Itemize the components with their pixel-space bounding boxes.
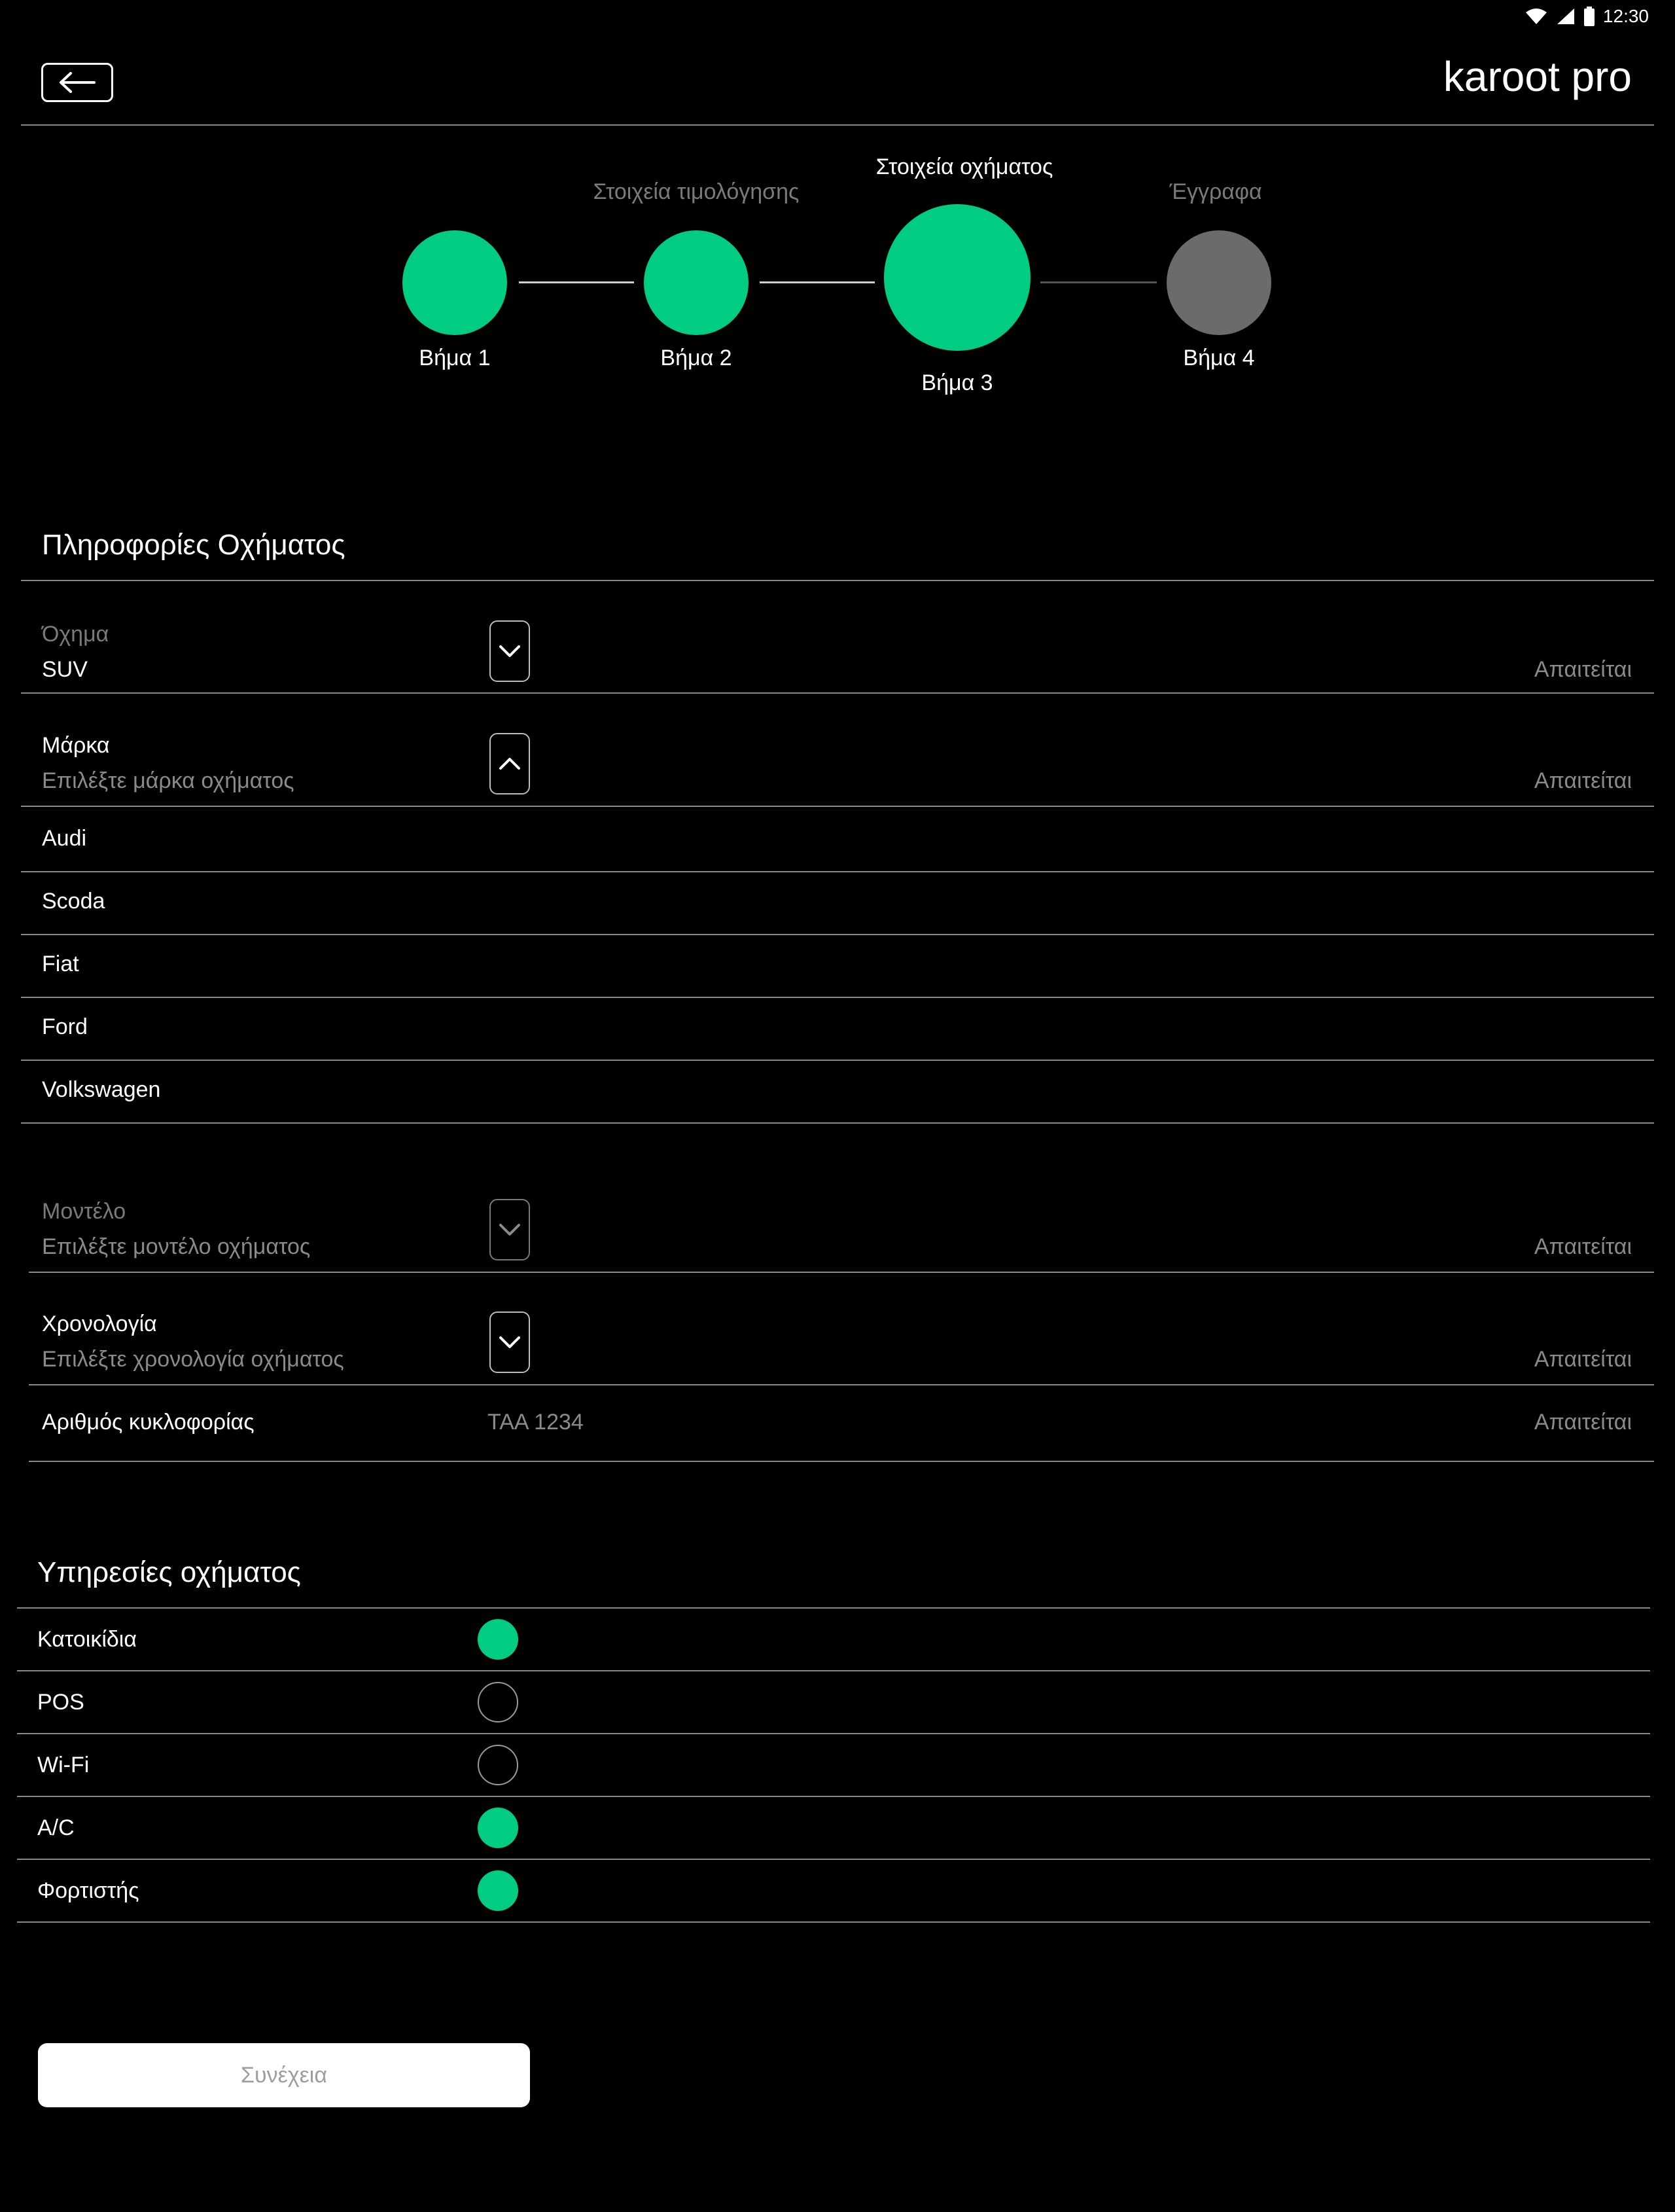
step-4-label: Βήμα 4 — [1183, 346, 1255, 370]
year-required: Απαιτείται — [1534, 1347, 1632, 1372]
service-divider — [17, 1796, 1650, 1797]
wifi-icon — [1525, 7, 1548, 26]
section-divider — [21, 580, 1654, 581]
vehicle-type-required: Απαιτείται — [1534, 657, 1632, 682]
service-label: Wi-Fi — [37, 1753, 90, 1777]
field-divider — [29, 1461, 1654, 1462]
field-divider — [21, 692, 1654, 694]
option-divider — [21, 871, 1654, 872]
service-label: POS — [37, 1690, 84, 1715]
service-toggle-charger[interactable] — [478, 1870, 518, 1911]
vehicle-type-label: Όχημα — [42, 622, 109, 647]
chevron-down-icon — [499, 1223, 521, 1236]
option-divider — [21, 1122, 1654, 1124]
brand-option[interactable]: Scoda — [42, 889, 105, 914]
header-divider — [21, 124, 1654, 126]
step-4-title: Έγγραφα — [1169, 179, 1262, 204]
year-label: Χρονολογία — [42, 1311, 157, 1336]
step-2-title: Στοιχεία τιμολόγησης — [593, 179, 800, 204]
brand-option[interactable]: Volkswagen — [42, 1077, 161, 1102]
service-label: Κατοικίδια — [37, 1627, 137, 1652]
continue-button[interactable]: Συνέχεια — [38, 2043, 530, 2107]
step-connector — [519, 281, 634, 283]
service-divider — [17, 1733, 1650, 1734]
back-button[interactable] — [41, 63, 113, 102]
plate-input[interactable]: TAA 1234 — [487, 1410, 584, 1435]
status-time: 12:30 — [1602, 6, 1649, 26]
brand-required: Απαιτείται — [1534, 768, 1632, 793]
step-3-circle[interactable] — [884, 204, 1031, 351]
service-toggle-pos[interactable] — [478, 1682, 518, 1722]
plate-label: Αριθμός κυκλοφορίας — [42, 1410, 255, 1435]
vehicle-info-title: Πληροφορίες Οχήματος — [42, 529, 345, 561]
service-divider — [17, 1859, 1650, 1860]
brand-dropdown-button[interactable] — [489, 733, 530, 794]
model-required: Απαιτείται — [1534, 1234, 1632, 1259]
step-4-circle[interactable] — [1167, 230, 1271, 335]
model-label: Μοντέλο — [42, 1199, 126, 1224]
option-divider — [21, 1060, 1654, 1061]
chevron-up-icon — [499, 757, 521, 770]
year-dropdown-button[interactable] — [489, 1311, 530, 1373]
battery-icon — [1583, 7, 1595, 26]
brand-option[interactable]: Ford — [42, 1014, 88, 1039]
arrow-left-icon — [58, 71, 97, 94]
brand-placeholder: Επιλέξτε μάρκα οχήματος — [42, 768, 294, 793]
chevron-down-icon — [499, 1336, 521, 1349]
brand-option[interactable]: Audi — [42, 826, 87, 851]
option-divider — [21, 934, 1654, 935]
step-2-circle[interactable] — [644, 230, 749, 335]
service-label: Φορτιστής — [37, 1878, 139, 1903]
field-divider — [21, 806, 1654, 807]
service-toggle-pets[interactable] — [478, 1619, 518, 1660]
step-connector — [760, 281, 875, 283]
step-1-circle[interactable] — [402, 230, 507, 335]
service-divider — [17, 1670, 1650, 1671]
service-toggle-wifi[interactable] — [478, 1745, 518, 1785]
chevron-down-icon — [499, 645, 521, 658]
step-3-title: Στοιχεία οχήματος — [875, 154, 1053, 179]
step-connector — [1040, 281, 1157, 283]
service-divider — [17, 1921, 1650, 1923]
section-divider — [17, 1607, 1650, 1609]
model-dropdown-button[interactable] — [489, 1199, 530, 1260]
vehicle-type-value: SUV — [42, 657, 88, 682]
field-divider — [29, 1384, 1654, 1385]
status-bar — [1525, 0, 1649, 33]
service-toggle-ac[interactable] — [478, 1808, 518, 1848]
services-title: Υπηρεσίες οχήματος — [37, 1556, 301, 1588]
model-placeholder: Επιλέξτε μοντέλο οχήματος — [42, 1234, 311, 1259]
field-divider — [29, 1272, 1654, 1273]
vehicle-type-dropdown-button[interactable] — [489, 620, 530, 682]
option-divider — [21, 997, 1654, 998]
step-1-label: Βήμα 1 — [419, 346, 491, 370]
plate-required: Απαιτείται — [1534, 1410, 1632, 1435]
year-placeholder: Επιλέξτε χρονολογία οχήματος — [42, 1347, 344, 1372]
brand-label: Μάρκα — [42, 733, 110, 758]
service-label: A/C — [37, 1815, 75, 1840]
step-2-label: Βήμα 2 — [660, 346, 732, 370]
step-3-label: Βήμα 3 — [921, 370, 993, 395]
brand-option[interactable]: Fiat — [42, 952, 79, 976]
brand-logo: karoot pro — [1443, 53, 1632, 100]
signal-icon — [1556, 7, 1576, 26]
